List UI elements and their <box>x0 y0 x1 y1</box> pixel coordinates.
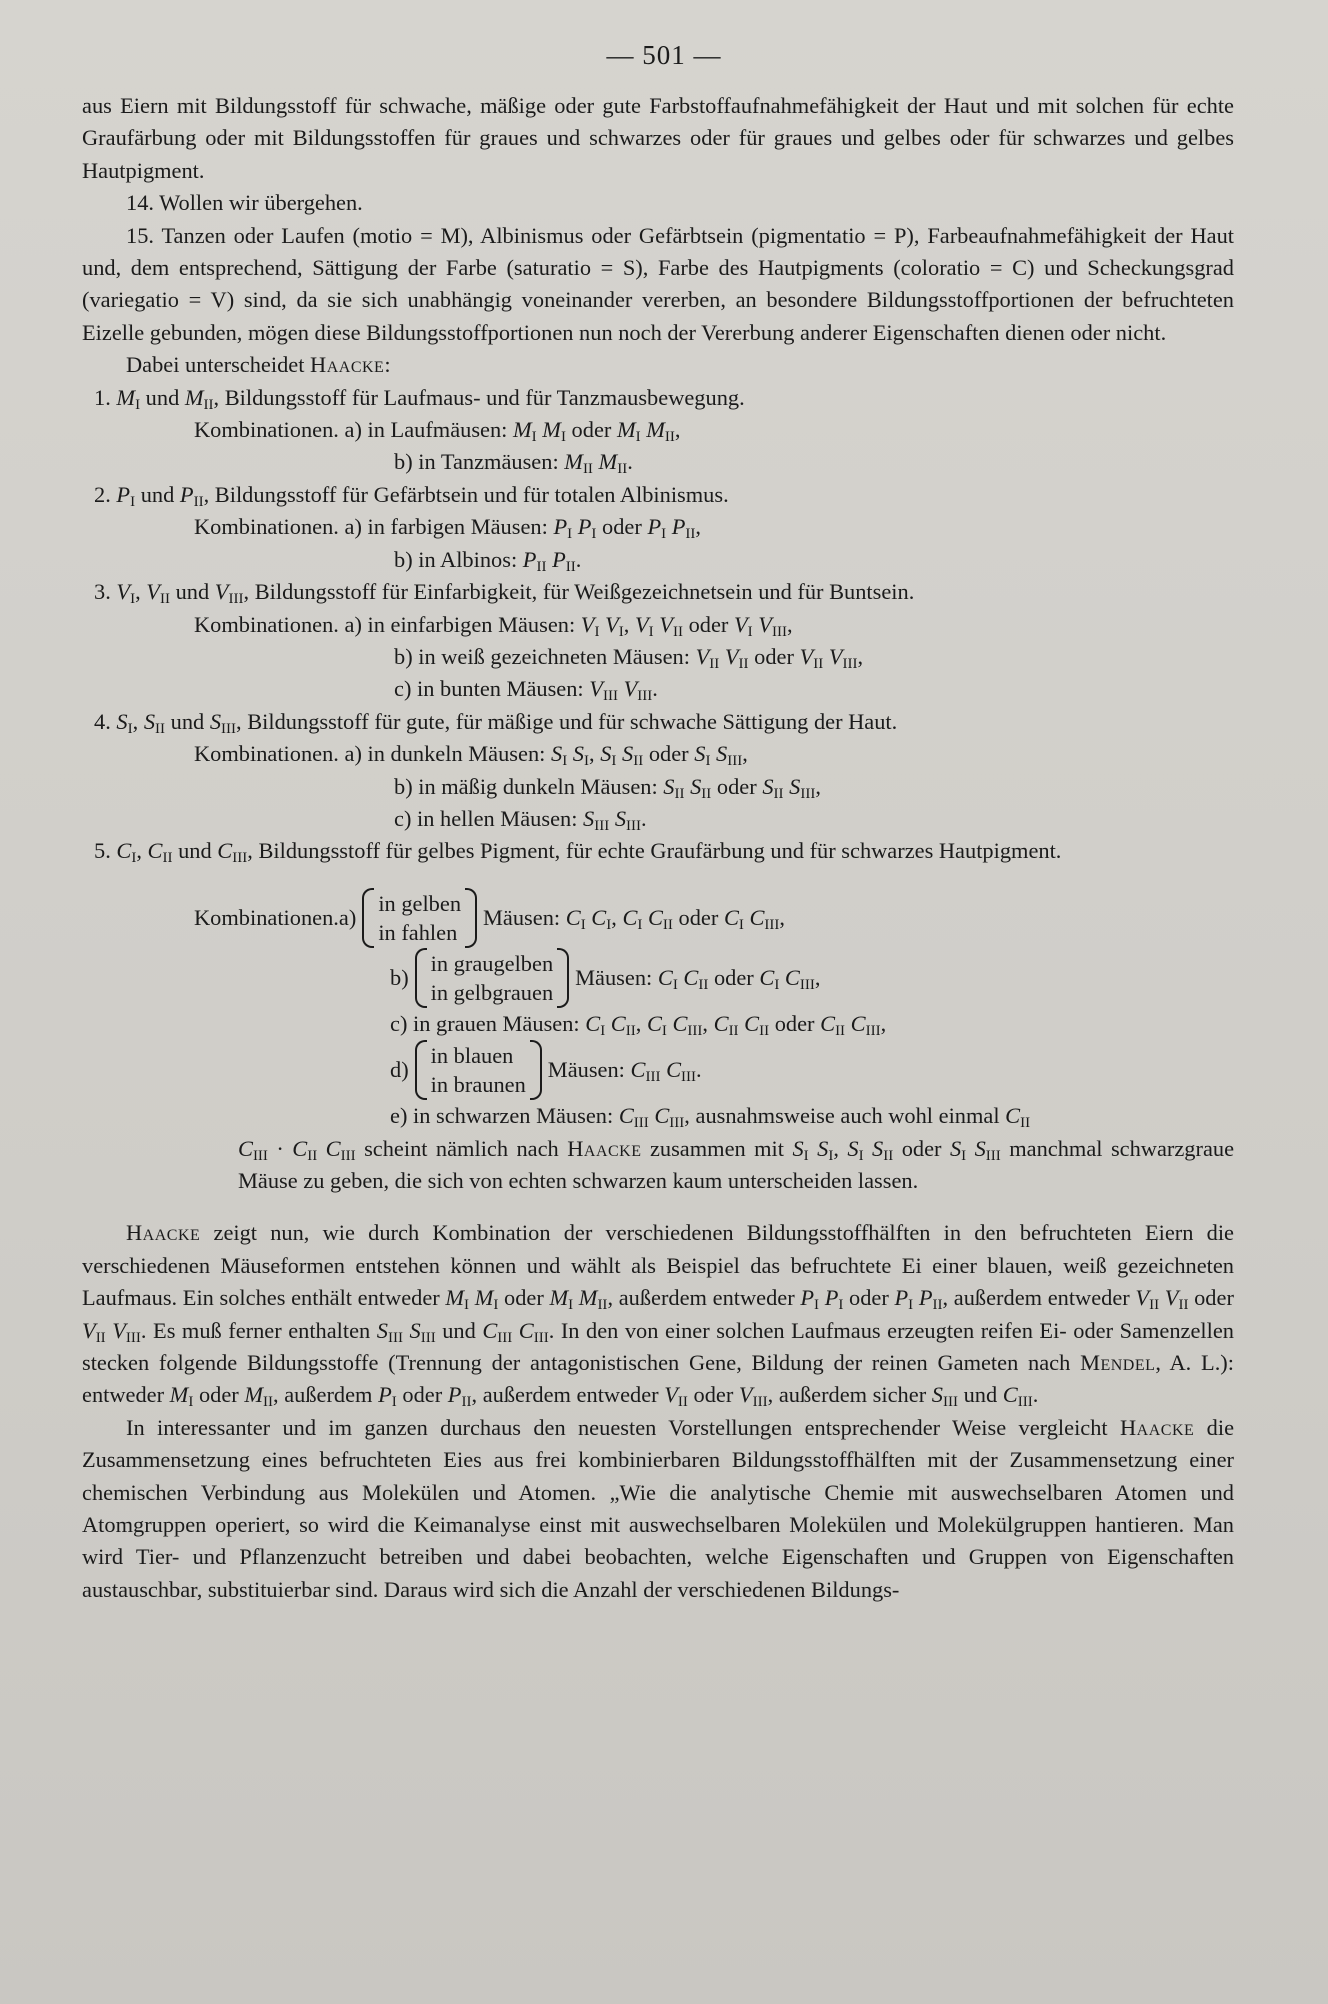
item-5-combo-e: e) in schwarzen Mäusen: $C_{III}$ $C_{III}$, ausnahmsweise auch wohl einmal $C_{II}$ <box>390 1103 1031 1132</box>
item-5: 5. $C_I$, $C_{II}$ und $C_{III}$, Bildungsstoff für gelbes Pigment, für echte Graufärbung und für schwarzes Hautpigment. <box>94 838 1062 867</box>
curly-brace: in gelben in fahlen <box>362 888 477 948</box>
item-1-combo-b: b) in Tanzmäusen: $M_{II}$ $M_{II}$. <box>394 449 633 478</box>
item-2: 2. $P_I$ und $P_{II}$, Bildungsstoff für Gefärbtsein und für totalen Albinismus. <box>94 481 729 510</box>
page-number: — 501 — <box>606 40 722 70</box>
item-5-combo-c: c) in grauen Mäusen: $C_I$ $C_{II}$, $C_I$ $C_{III}$, $C_{II}$ $C_{II}$ oder $C_{II}$ $C_{III}$, <box>390 1010 887 1039</box>
curly-brace: in blauen in braunen <box>415 1040 542 1100</box>
item-3: 3. $V_I$, $V_{II}$ und $V_{III}$, Bildungsstoff für Einfarbigkeit, für Weißgezeichnetsein und für Buntsein. <box>94 579 915 608</box>
item-4-combo-c: c) in hellen Mäusen: $S_{III}$ $S_{III}$. <box>394 805 647 834</box>
item-3-combo-b: b) in weiß gezeichneten Mäusen: $V_{II}$ $V_{II}$ oder $V_{II}$ $V_{III}$, <box>394 643 864 672</box>
item-4-combo-b: b) in mäßig dunkeln Mäusen: $S_{II}$ $S_{II}$ oder $S_{II}$ $S_{III}$, <box>394 773 821 802</box>
main-text-column <box>82 90 1234 1606</box>
curly-brace: in graugelben in gelbgrauen <box>415 948 569 1008</box>
haacke-paragraph: Haacke zeigt nun, wie durch Kombination der verschiedenen Bildungsstoffhälften in den befruchteten Eiern die verschiedenen Mäuseformen entstehen können und wählt als Beispiel das befruchtete Ei einer blauen, weiß gezeichneten Laufmaus. Ein solches enthält entweder $M_I$ $M_I$ oder $M_I$ $M_{II}$, außerdem entweder $P_I$ $P_I$ oder $P_I$ $P_{II}$, außerdem entweder $V_{II}$ $V_{II}$ oder $V_{II}$ $V_{III}$. Es muß ferner enthalten $S_{III}$ $S_{III}$ und $C_{III}$ $C_{III}$. In den von einer solchen Laufmaus erzeugten reifen Ei- oder Samenzellen stecken folgende Bildungsstoffe (Trennung der antagonistischen Gene, Bildung der reinen Gameten nach Mendel, A. L.): entweder $M_I$ oder $M_{II}$, außerdem $P_I$ oder $P_{II}$, außerdem entweder $V_{II}$ oder $V_{III}$, außerdem sicher $S_{III}$ und $C_{III}$. <box>82 1220 1234 1411</box>
item-4-combo-a: Kombinationen. a) in dunkeln Mäusen: $S_I$ $S_I$, $S_I$ $S_{II}$ oder $S_I$ $S_{III}$, <box>194 741 748 770</box>
dabei-line: Dabei unterscheidet Haacke: <box>126 352 391 378</box>
intro-paragraph: aus Eiern mit Bildungsstoff für schwache, mäßige oder gute Farbstoffaufnahmefähigkeit der Haut und mit solchen für echte Graufärbung oder mit Bildungsstoffen für graues und schwarzes oder für graues und gelbes oder für schwarzes und gelbes Hautpigment. <box>82 93 1234 183</box>
item-3-combo-a: Kombinationen. a) in einfarbigen Mäusen: $V_I$ $V_I$, $V_I$ $V_{II}$ oder $V_I$ $V_{III}$, <box>194 611 793 640</box>
item-2-combo-b: b) in Albinos: $P_{II}$ $P_{II}$. <box>394 546 582 575</box>
item-2-combo-a: Kombinationen. a) in farbigen Mäusen: $P_I$ $P_I$ oder $P_I$ $P_{II}$, <box>194 514 702 543</box>
last-paragraph: In interessanter und im ganzen durchaus den neuesten Vorstellungen entsprechender Weise vergleicht Haacke die Zusammensetzung eines befruchteten Eies aus frei kombinierbaren Bildungsstoffhälften mit der Zusammensetzung einer chemischen Verbindung aus Molekülen und Atomen. „Wie die analytische Chemie mit auswechselbaren Atomen und Atomgruppen operiert, so wird die Keimanalyse einst mit auswechselbaren Molekülen und Molekülgruppen hantieren. Man wird Tier- und Pflanzenzucht betreiben und dabei beobachten, welche Eigenschaften und Gruppen von Eigenschaften austauschbar, substituierbar sind. Daraus wird sich die Anzahl der verschiedenen Bildungs- <box>82 1414 1235 1602</box>
item-5-combo-a: Kombinationen. a) in gelben in fahlen Mäusen: $C_I$ $C_I$, $C_I$ $C_{II}$ oder $C_I$ $C_{III}$, <box>82 888 1234 948</box>
paragraph-14: 14. Wollen wir übergehen. <box>126 190 363 216</box>
item-5-combo-b: b) in graugelben in gelbgrauen Mäusen: $C_I$ $C_{II}$ oder $C_I$ $C_{III}$, <box>82 948 1234 1008</box>
item-5-combo-d: d) in blauen in braunen Mäusen: $C_{III}$ $C_{III}$. <box>82 1040 1234 1100</box>
item-5-combo-e-continued: $C_{III} \cdot C_{II}$ $C_{III}$ scheint nämlich nach Haacke zusammen mit $S_I$ $S_I$, $S_I$ $S_{II}$ oder $S_I$ $S_{III}$ manchmal schwarzgraue Mäuse zu geben, die sich von echten schwarzen kaum unterscheiden lassen. <box>238 1135 1235 1193</box>
paragraph-15: 15. Tanzen oder Laufen (motio = M), Albinismus oder Gefärbtsein (pigmentatio = P), Farbeaufnahmefähigkeit der Haut und, dem entsprechend, Sättigung der Farbe (saturatio = S), Farbe des Hautpigments (coloratio = C) und Scheckungsgrad (variegatio = V) sind, da sie sich unabhängig voneinander vererben, an besondere Bildungsstoffportionen der befruchteten Eizelle gebunden, mögen diese Bildungsstoffportionen nun noch der Vererbung anderer Eigenschaften dienen oder nicht. <box>82 222 1234 345</box>
item-1-combo-a: Kombinationen. a) in Laufmäusen: $M_I$ $M_I$ oder $M_I$ $M_{II}$, <box>194 417 681 446</box>
item-1: 1. $M_I$ und $M_{II}$, Bildungsstoff für Laufmaus- und für Tanzmausbewegung. <box>94 384 745 413</box>
item-3-combo-c: c) in bunten Mäusen: $V_{III}$ $V_{III}$. <box>394 676 658 705</box>
item-4: 4. $S_I$, $S_{II}$ und $S_{III}$, Bildungsstoff für gute, für mäßige und für schwache Sättigung der Haut. <box>94 708 898 737</box>
